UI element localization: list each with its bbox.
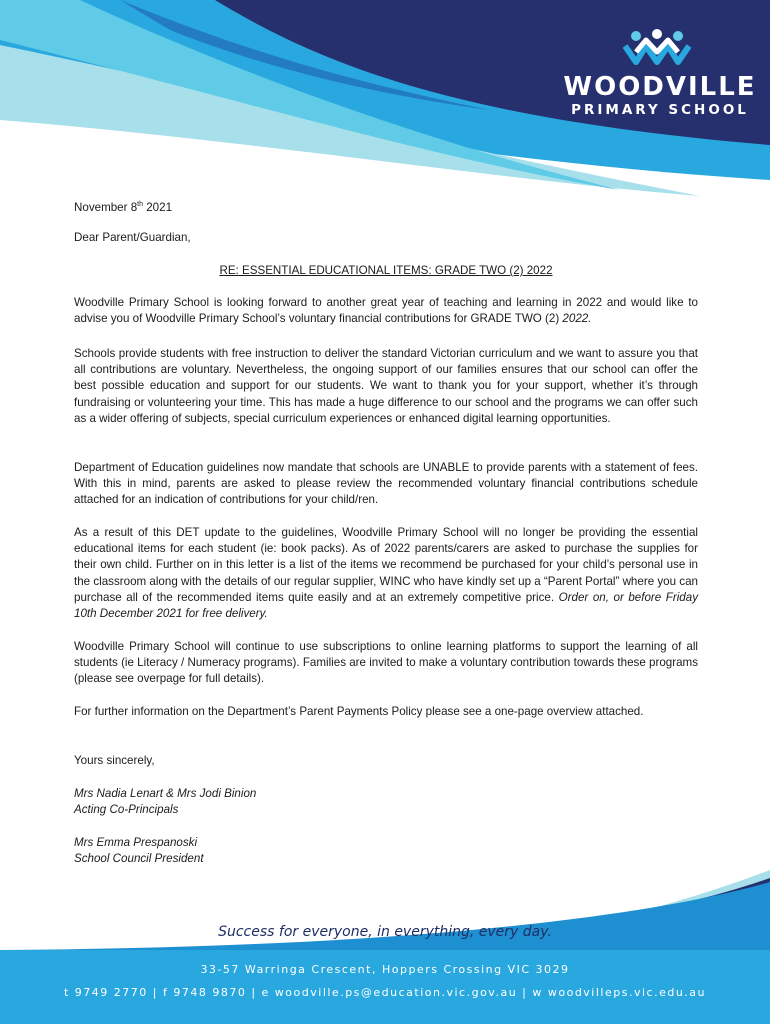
school-logo [560,28,760,123]
school-subtitle: PRIMARY SCHOOL [571,102,749,118]
signatory-council-president: Mrs Emma Prespanoski [74,836,198,849]
letter-date: November 8th 2021 [74,201,173,214]
school-motto: Success for everyone, in everything, every day. [218,924,552,940]
school-name: WOODVILLE [563,72,757,102]
footer-address: 33-57 Warringa Crescent, Hoppers Crossing VIC 3029 [200,963,570,976]
salutation: Dear Parent/Guardian, [74,231,191,244]
paragraph-subscriptions: Woodville Primary School will continue to use subscriptions to online learning platforms to support the learning of all students (ie Literacy / Numeracy programs). Families are invited to make a voluntary contribution towards these programs (please see overpage for full details). [74,640,698,686]
letter-closing: Yours sincerely, [74,754,155,767]
letter-subject: RE: ESSENTIAL EDUCATIONAL ITEMS: GRADE TWO (2) 2022 [219,264,553,277]
paragraph-supplies: As a result of this DET update to the guidelines, Woodville Primary School will no longer be providing the essential educational items for each student (ie: book packs). As of 2022 parents/carers are asked to purchase the supplies for their own child. Further on in this letter is a list of the items we recommend be purchased for your child’s personal use in the classroom along with the details of our regular supplier, WINC who have kindly set up a “Parent Portal” where you can purchase all of the recommended items quite easily and at an extremely competitive price. Order on, or before Friday 10th December 2021 for free delivery. [74,526,698,621]
footer-wave-graphic [0,870,770,1024]
paragraph-intro: Woodville Primary School is looking forward to another great year of teaching and learning in 2022 and would like to advise you of Woodville Primary School’s voluntary financial contributions for GRADE TWO (2) 2022. [74,296,698,326]
signatory-principals: Mrs Nadia Lenart & Mrs Jodi Binion [74,787,257,800]
paragraph-contributions: Schools provide students with free instruction to deliver the standard Victorian curriculum and we want to assure you that all contributions are voluntary. Nevertheless, the ongoing support of our families ensures that our school can offer the best possible education and support for our students. We want to thank you for your support, whether it’s through fundraising or volunteering your time. This has made a huge difference to our school and the programs we can offer such as a wider offering of subjects, special curriculum experiences or enhanced digital learning opportunities. [74,347,698,425]
signatory-principals-title: Acting Co-Principals [74,803,179,816]
paragraph-policy: For further information on the Department’s Parent Payments Policy please see a one-page overview attached. [74,705,644,718]
signatory-council-title: School Council President [74,852,204,865]
paragraph-guidelines: Department of Education guidelines now mandate that schools are UNABLE to provide parents with a statement of fees. With this in mind, parents are asked to please review the recommended voluntary financial contributions schedule attached for an indication of contributions for your child/ren. [74,461,698,507]
footer-contact-line: t 9749 2770 | f 9748 9870 | e woodville.ps@education.vic.gov.au | w woodvilleps.vic.edu.au [64,986,706,999]
school-logo-icon [622,28,692,68]
